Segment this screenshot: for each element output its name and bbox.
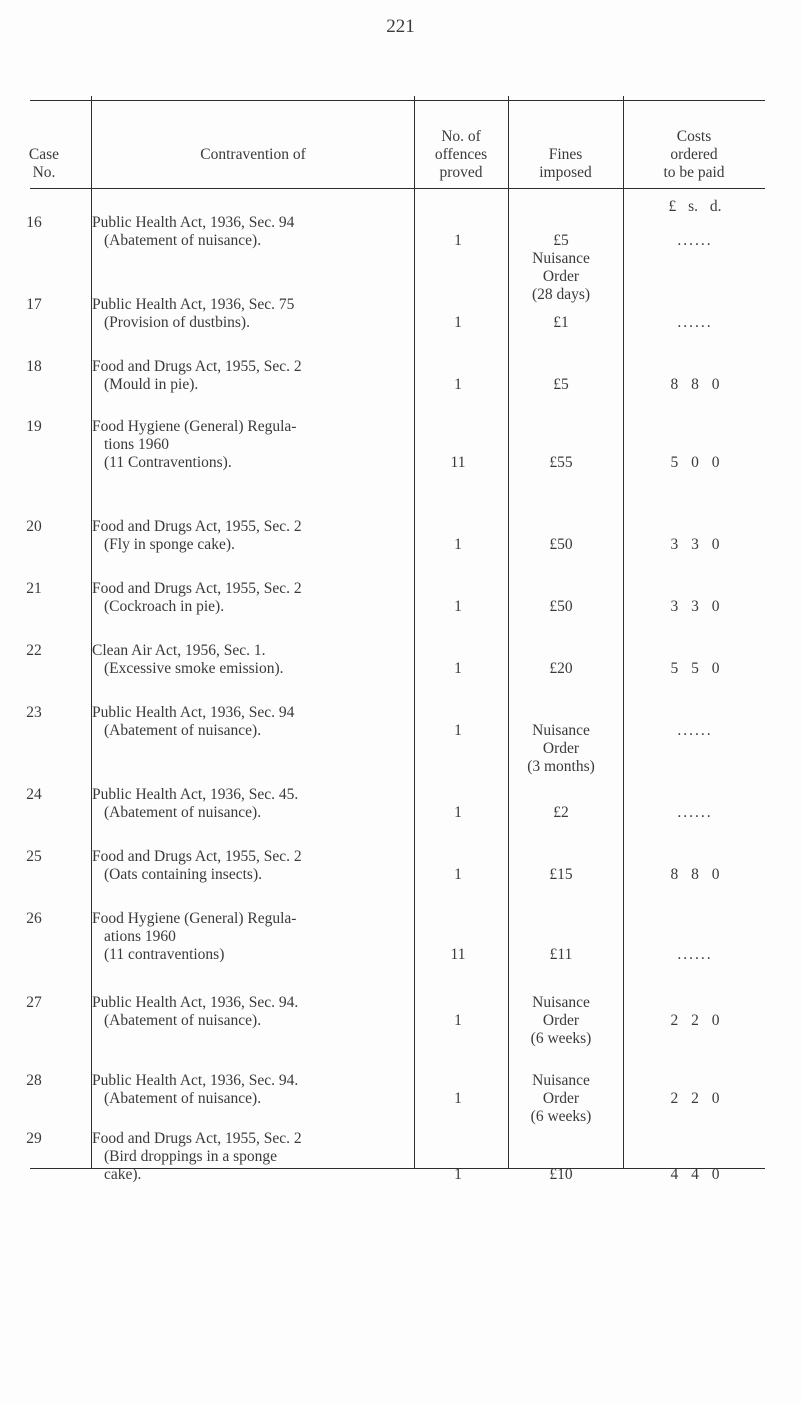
header-bottom-rule — [30, 188, 765, 189]
costs-ordered — [630, 1012, 760, 1030]
offences-proved: 1 — [454, 866, 462, 883]
header-contravention: Contravention of — [200, 146, 306, 163]
costs-value: 4 4 0 — [670, 1166, 720, 1183]
header-offences — [414, 128, 508, 182]
table-top-rule — [30, 100, 765, 101]
fine-imposed — [506, 598, 616, 616]
fine-line: £50 — [549, 536, 573, 553]
contravention-line: (Abatement of nuisance). — [104, 1012, 262, 1029]
contravention-line: ations 1960 — [104, 928, 176, 945]
fine-line: £10 — [549, 1166, 573, 1183]
fine-imposed — [506, 536, 616, 554]
fine-line: (6 weeks) — [530, 1108, 592, 1125]
contravention-text — [92, 786, 412, 822]
contravention-text — [92, 1072, 412, 1108]
case-number: 22 — [26, 642, 42, 659]
contravention-line: Public Health Act, 1936, Sec. 45. — [92, 786, 299, 803]
fine-imposed — [506, 314, 616, 332]
contravention-line: (11 Contraventions). — [104, 454, 232, 471]
contravention-line: Food and Drugs Act, 1955, Sec. 2 — [92, 1130, 302, 1147]
case-number: 21 — [26, 580, 42, 597]
fine-line: £5 — [553, 376, 569, 393]
fine-imposed — [506, 376, 616, 394]
contravention-text — [92, 518, 412, 554]
header-fines — [508, 146, 623, 182]
fine-line: £5 — [553, 232, 569, 249]
case-number: 29 — [26, 1130, 42, 1147]
header-costs — [623, 128, 765, 182]
contravention-line: (Abatement of nuisance). — [104, 1090, 262, 1107]
offences-proved: 1 — [454, 232, 462, 249]
contravention-line: Clean Air Act, 1956, Sec. 1. — [92, 642, 266, 659]
costs-ordered — [630, 314, 760, 332]
case-number: 16 — [26, 214, 42, 231]
column-divider-fines — [623, 96, 624, 1168]
costs-ordered — [630, 804, 760, 822]
header-fines-line1: Fines — [548, 146, 583, 163]
costs-value: ...... — [677, 232, 713, 249]
contravention-line: (Abatement of nuisance). — [104, 804, 262, 821]
contravention-text — [92, 994, 412, 1030]
contravention-text — [92, 848, 412, 884]
case-number: 25 — [26, 848, 42, 865]
fine-line: (28 days) — [531, 286, 591, 303]
fine-line: £2 — [553, 804, 569, 821]
contravention-line: (Oats containing insects). — [104, 866, 262, 883]
contravention-line: Food and Drugs Act, 1955, Sec. 2 — [92, 848, 302, 865]
costs-value: ...... — [677, 946, 713, 963]
case-number: 26 — [26, 910, 42, 927]
fine-line: Nuisance — [532, 250, 590, 267]
fine-line: Order — [542, 740, 580, 757]
contravention-line: (Fly in sponge cake). — [104, 536, 235, 553]
header-offences-line2: offences — [434, 146, 488, 163]
fine-line: £50 — [549, 598, 573, 615]
contravention-text — [92, 580, 412, 616]
offences-proved: 11 — [450, 454, 466, 471]
offences-proved: 1 — [454, 804, 462, 821]
costs-value: ...... — [677, 722, 713, 739]
header-offences-line1: No. of — [441, 128, 481, 145]
offences-proved: 1 — [454, 660, 462, 677]
costs-ordered — [630, 598, 760, 616]
contravention-line: (11 contraventions) — [104, 946, 225, 963]
costs-ordered — [630, 454, 760, 472]
costs-value: ...... — [677, 314, 713, 331]
offences-proved: 11 — [450, 946, 466, 963]
contravention-line: (Bird droppings in a sponge — [104, 1148, 278, 1165]
contravention-text — [92, 296, 412, 332]
fine-line: Order — [542, 1012, 580, 1029]
contravention-line: Public Health Act, 1936, Sec. 94 — [92, 704, 295, 721]
contravention-line: Public Health Act, 1936, Sec. 94. — [92, 994, 299, 1011]
fine-imposed — [506, 1072, 616, 1126]
costs-ordered — [630, 232, 760, 250]
contravention-line: Public Health Act, 1936, Sec. 94. — [92, 1072, 299, 1089]
fine-line: £20 — [549, 660, 573, 677]
header-no-line: No. — [32, 164, 56, 181]
column-divider-contravention — [414, 96, 415, 1168]
costs-value: 2 2 0 — [670, 1012, 720, 1029]
contravention-line: Food and Drugs Act, 1955, Sec. 2 — [92, 518, 302, 535]
contravention-text — [92, 418, 412, 472]
contravention-line: (Cockroach in pie). — [104, 598, 225, 615]
costs-ordered — [630, 1166, 760, 1184]
fine-imposed — [506, 866, 616, 884]
header-case-line: Case — [28, 146, 60, 163]
costs-value: 5 5 0 — [670, 660, 720, 677]
costs-value: 8 8 0 — [670, 866, 720, 883]
fine-line: Order — [542, 268, 580, 285]
case-number: 19 — [26, 418, 42, 435]
fine-imposed — [506, 232, 616, 304]
contravention-line: (Excessive smoke emission). — [104, 660, 284, 677]
contravention-line: cake). — [104, 1166, 142, 1183]
contravention-text — [92, 642, 412, 678]
costs-ordered — [630, 1090, 760, 1108]
costs-ordered — [630, 722, 760, 740]
header-offences-line3: proved — [439, 164, 483, 181]
fine-imposed — [506, 946, 616, 964]
case-number: 27 — [26, 994, 42, 1011]
fine-line: Nuisance — [532, 994, 590, 1011]
costs-ordered — [630, 866, 760, 884]
contravention-line: (Mould in pie). — [104, 376, 199, 393]
costs-value: 2 2 0 — [670, 1090, 720, 1107]
costs-value: 8 8 0 — [670, 376, 720, 393]
contravention-text — [92, 214, 412, 250]
contravention-line: (Provision of dustbins). — [104, 314, 250, 331]
costs-ordered — [630, 376, 760, 394]
contravention-line: Food Hygiene (General) Regula- — [92, 418, 297, 435]
fine-line: (3 months) — [527, 758, 595, 775]
fine-line: Nuisance — [532, 722, 590, 739]
header-case-no — [14, 146, 74, 182]
case-number: 18 — [26, 358, 42, 375]
case-number: 17 — [26, 296, 42, 313]
header-costs-line2: ordered — [670, 146, 718, 163]
header-costs-line3: to be paid — [663, 164, 725, 181]
fine-imposed — [506, 454, 616, 472]
fine-line: Nuisance — [532, 1072, 590, 1089]
contravention-line: Food and Drugs Act, 1955, Sec. 2 — [92, 580, 302, 597]
costs-units-label: £ s. d. — [668, 198, 722, 215]
fine-imposed — [506, 722, 616, 776]
header-fines-line2: imposed — [539, 164, 592, 181]
case-number: 24 — [26, 786, 42, 803]
fine-imposed — [506, 660, 616, 678]
header-costs-line1: Costs — [676, 128, 712, 145]
offences-proved: 1 — [454, 376, 462, 393]
costs-value: 5 0 0 — [670, 454, 720, 471]
fine-line: (6 weeks) — [530, 1030, 592, 1047]
contravention-line: (Abatement of nuisance). — [104, 232, 262, 249]
offences-proved: 1 — [454, 722, 462, 739]
case-number: 28 — [26, 1072, 42, 1089]
costs-value: 3 3 0 — [670, 598, 720, 615]
contravention-line: Food Hygiene (General) Regula- — [92, 910, 297, 927]
fine-line: £1 — [553, 314, 569, 331]
fine-line: £15 — [549, 866, 573, 883]
contravention-text — [92, 910, 412, 964]
costs-ordered — [630, 536, 760, 554]
contravention-text — [92, 704, 412, 740]
case-number: 23 — [26, 704, 42, 721]
fine-imposed — [506, 1166, 616, 1184]
costs-value: ...... — [677, 804, 713, 821]
contravention-text — [92, 1130, 412, 1184]
contravention-line: (Abatement of nuisance). — [104, 722, 262, 739]
offences-proved: 1 — [454, 1090, 462, 1107]
fine-line: £55 — [549, 454, 573, 471]
costs-ordered — [630, 946, 760, 964]
fine-line: Order — [542, 1090, 580, 1107]
contravention-line: Public Health Act, 1936, Sec. 75 — [92, 296, 295, 313]
fine-line: £11 — [549, 946, 573, 963]
offences-proved: 1 — [454, 1166, 462, 1183]
page-number: 221 — [386, 16, 415, 37]
fine-imposed — [506, 994, 616, 1048]
costs-value: 3 3 0 — [670, 536, 720, 553]
contravention-line: Food and Drugs Act, 1955, Sec. 2 — [92, 358, 302, 375]
offences-proved: 1 — [454, 536, 462, 553]
contravention-text — [92, 358, 412, 394]
offences-proved: 1 — [454, 314, 462, 331]
offences-proved: 1 — [454, 1012, 462, 1029]
costs-ordered — [630, 660, 760, 678]
contravention-line: Public Health Act, 1936, Sec. 94 — [92, 214, 295, 231]
case-number: 20 — [26, 518, 42, 535]
fine-imposed — [506, 804, 616, 822]
contravention-line: tions 1960 — [104, 436, 170, 453]
offences-proved: 1 — [454, 598, 462, 615]
